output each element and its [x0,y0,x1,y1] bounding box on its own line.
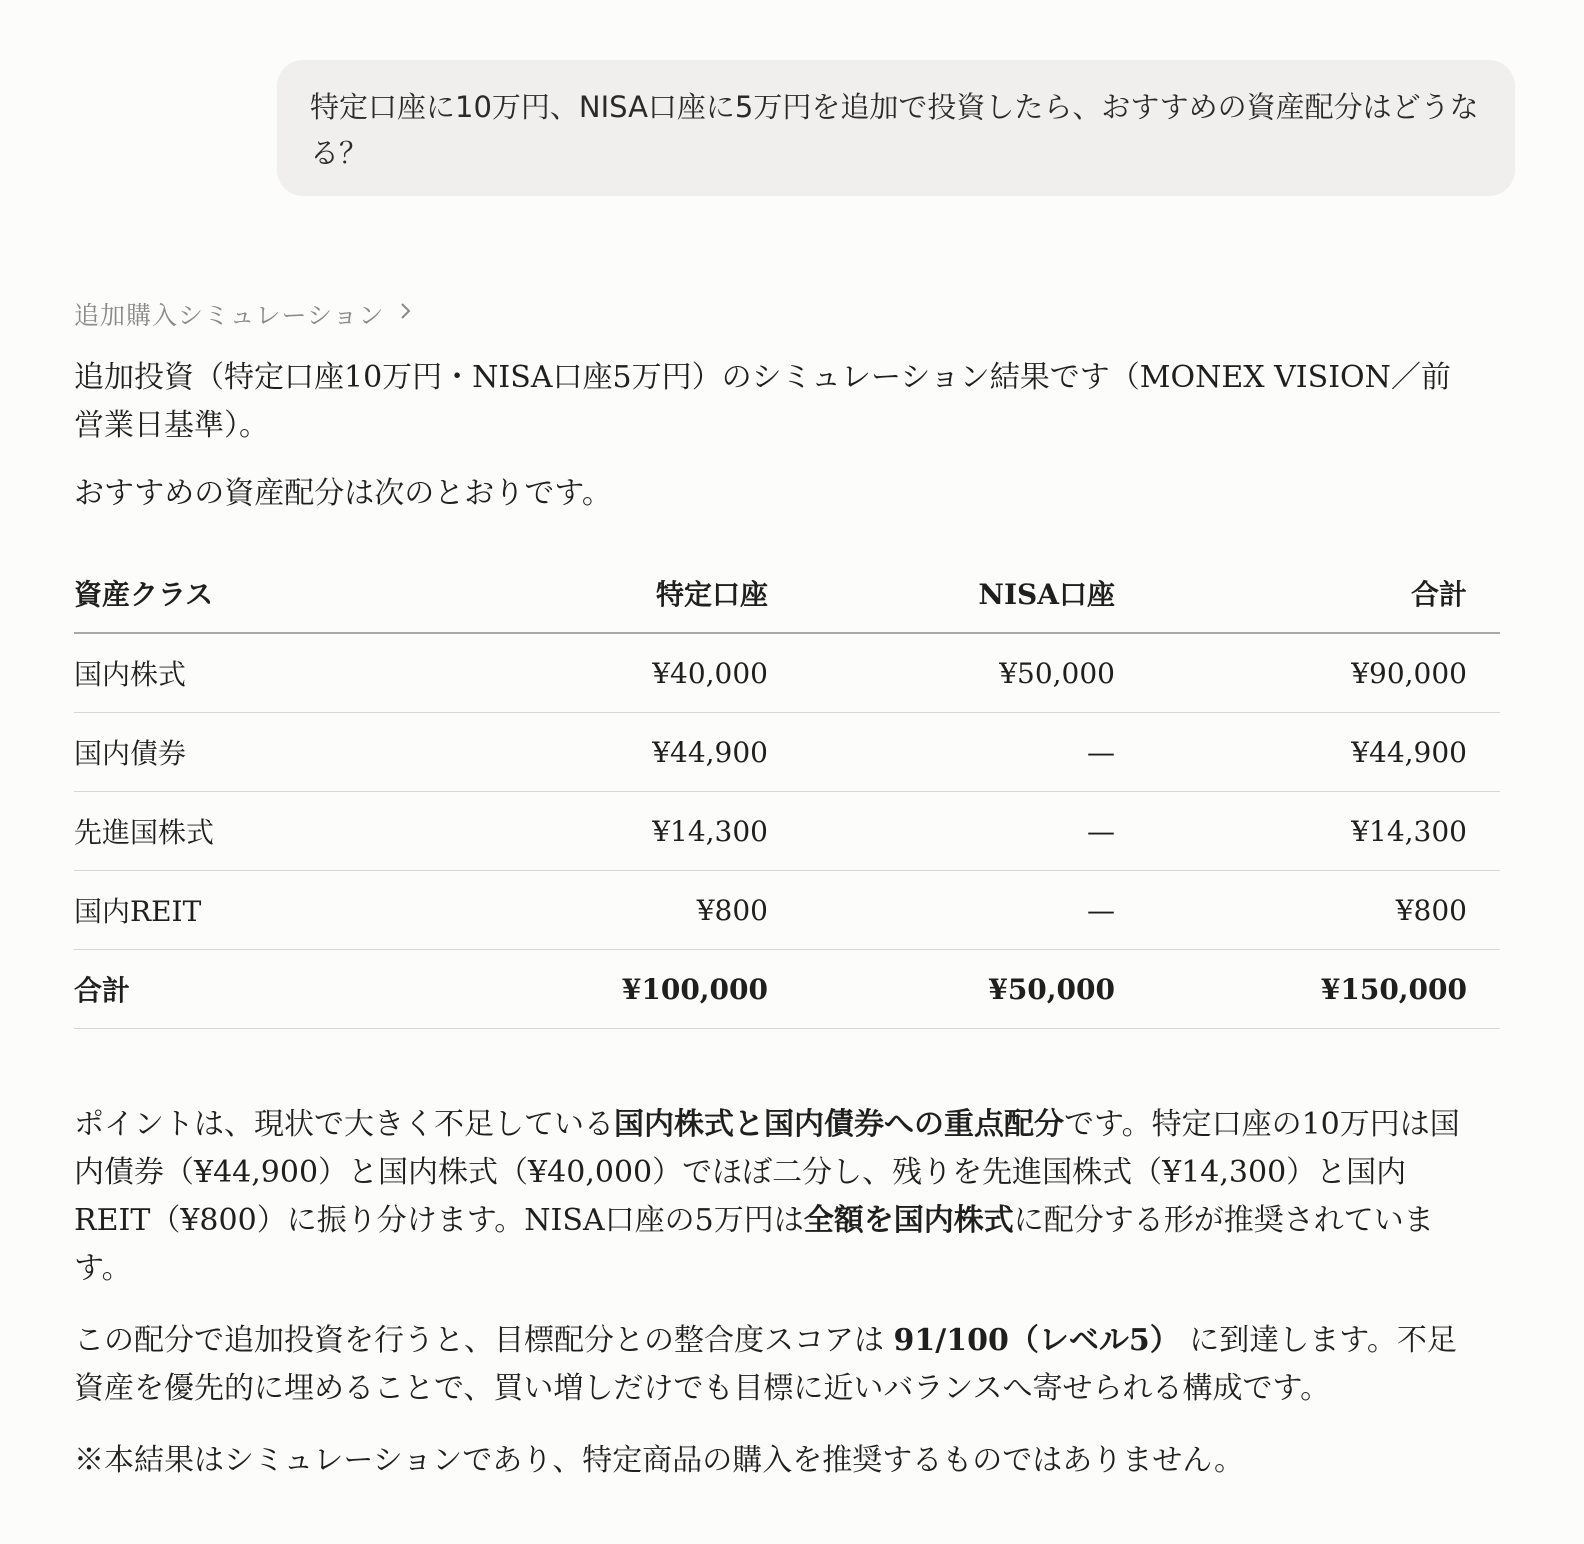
chevron-right-icon [395,300,417,328]
cell-total: ¥14,300 [1115,792,1500,871]
cell-total: ¥44,900 [1115,713,1500,792]
cell-nisa: — [768,713,1115,792]
cell-nisa: — [768,871,1115,950]
cell-asset: 国内株式 [74,633,374,713]
response-point [74,1101,1464,1293]
score-text-2: に到達します。不足資産を優先的に埋めることで、買い増しだけでも目標に近いバランスへ寄せられる構成です。 [74,1323,1457,1406]
cell-total-nisa: ¥50,000 [768,950,1115,1029]
score-value: 91/100（レベル5） [893,1323,1180,1358]
response-disclaimer: ※本結果はシミュレーションであり、特定商品の購入を推奨するものではありません。 [74,1443,1244,1478]
point-text-3: に配分する形が推奨されています。 [74,1203,1434,1286]
header-total: 合計 [1115,554,1500,633]
simulation-link-label: 追加購入シミュレーション [74,301,385,330]
cell-nisa: — [768,792,1115,871]
table-row [74,633,1500,713]
point-bold-1: 国内株式と国内債券への重点配分 [614,1107,1064,1142]
cell-asset: 国内債券 [74,713,374,792]
response-recommendation: おすすめの資産配分は次のとおりです。 [74,476,612,511]
user-message-bubble [277,60,1515,196]
assistant-response [74,292,1500,1485]
header-nisa: NISA口座 [768,554,1115,633]
response-score [74,1317,1464,1413]
cell-grand-total: ¥150,000 [1115,950,1500,1029]
cell-total-label: 合計 [74,950,374,1029]
cell-total: ¥90,000 [1115,633,1500,713]
cell-tokutei: ¥800 [374,871,768,950]
cell-asset: 先進国株式 [74,792,374,871]
cell-tokutei: ¥14,300 [374,792,768,871]
allocation-table [74,554,1500,1029]
response-intro: 追加投資（特定口座10万円・NISA口座5万円）のシミュレーション結果です（MONEX VISION／前営業日基準）。 [74,360,1451,443]
table-row [74,871,1500,950]
cell-nisa: ¥50,000 [768,633,1115,713]
table-total-row [74,950,1500,1029]
score-text-1: この配分で追加投資を行うと、目標配分との整合度スコアは [74,1323,884,1358]
user-message-text: 特定口座に10万円、NISA口座に5万円を追加で投資したら、おすすめの資産配分はどうなる？ [310,90,1479,170]
cell-asset: 国内REIT [74,871,374,950]
point-text-2: です。特定口座の10万円は国内債券（¥44,900）と国内株式（¥40,000）でほぼ二分し、残りを先進国株式（¥14,300）と国内REIT（¥800）に振り分けます。NISA口座の5万円は [74,1107,1460,1238]
point-bold-2: 全額を国内株式 [803,1203,1014,1238]
point-text-1: ポイントは、現状で大きく不足している [74,1107,614,1142]
table-header-row [74,554,1500,633]
cell-tokutei: ¥40,000 [374,633,768,713]
cell-total-tokutei: ¥100,000 [374,950,768,1029]
table-row [74,792,1500,871]
table-row [74,713,1500,792]
cell-tokutei: ¥44,900 [374,713,768,792]
cell-total: ¥800 [1115,871,1500,950]
header-asset-class: 資産クラス [74,554,374,633]
simulation-link[interactable] [74,292,1500,336]
header-tokutei: 特定口座 [374,554,768,633]
